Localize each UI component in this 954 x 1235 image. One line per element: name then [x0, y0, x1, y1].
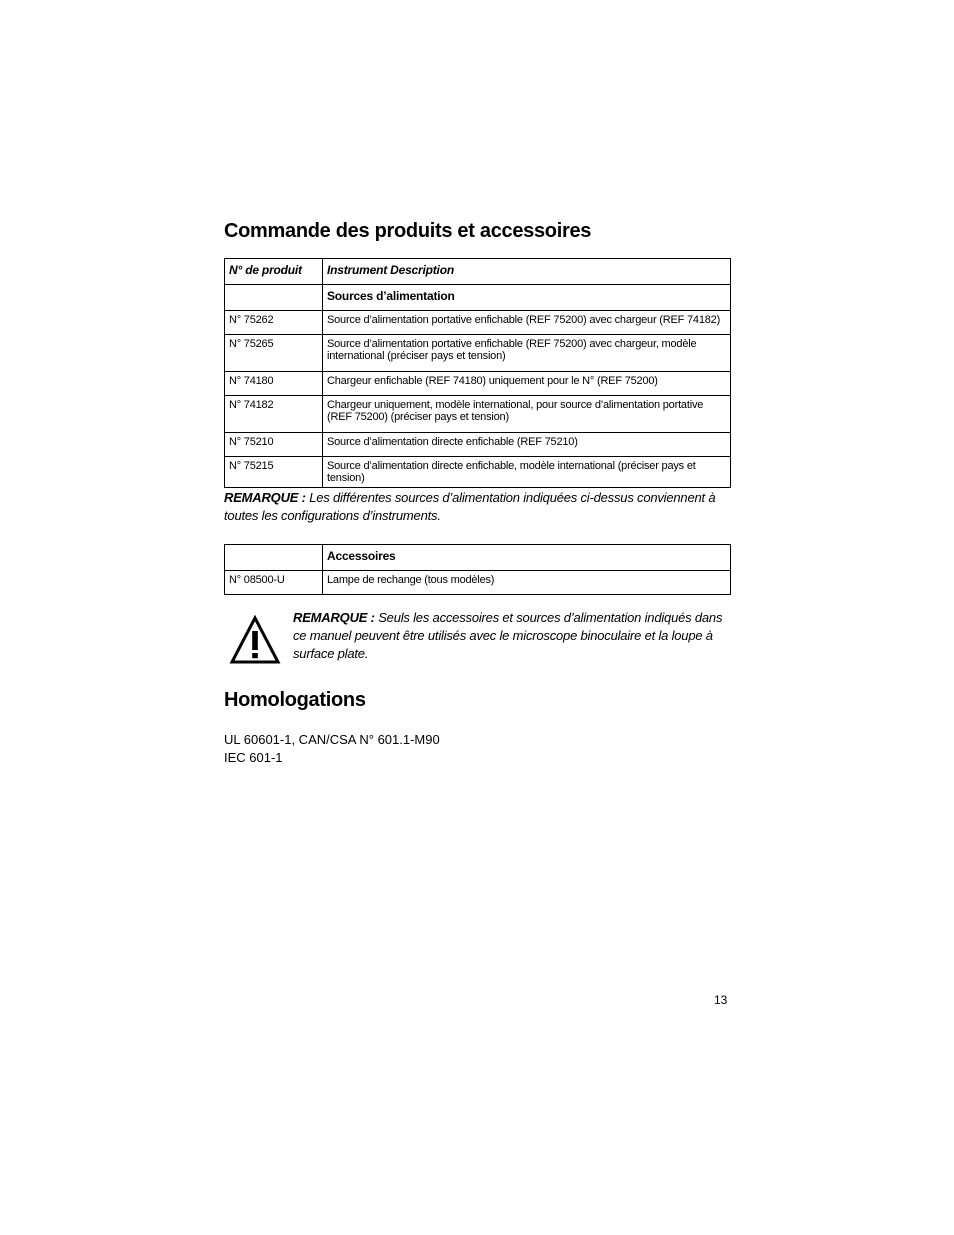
- table-row: [225, 457, 731, 488]
- product-id: N° 75215: [225, 457, 323, 488]
- column-header-description: Instrument Description: [323, 259, 731, 285]
- product-id: N° 75210: [225, 433, 323, 457]
- remark-text: Seuls les accessoires et sources d’alimentation indiqués dans ce manuel peuvent être utilisés avec le microscope binoculaire et la loupe à surface plate.: [293, 610, 723, 661]
- products-table: [224, 258, 731, 488]
- certification-line: IEC 601-1: [224, 750, 283, 765]
- product-description: Source d’alimentation portative enfichable (REF 75200) avec chargeur, modèle international (préciser pays et tension): [323, 335, 731, 372]
- homologations-title: Homologations: [224, 689, 366, 711]
- table-row: [225, 372, 731, 396]
- product-id: N° 08500-U: [225, 571, 323, 595]
- group-label-accessories: Accessoires: [323, 545, 731, 571]
- remark-power-sources: [224, 489, 730, 525]
- table-group-row: [225, 285, 731, 311]
- product-description: Source d’alimentation directe enfichable, modèle international (préciser pays et tension): [323, 457, 731, 488]
- remark-label: REMARQUE :: [224, 490, 306, 505]
- accessories-table: [224, 544, 731, 595]
- product-id: N° 74182: [225, 396, 323, 433]
- group-empty-cell: [225, 545, 323, 571]
- remark-accessories: [293, 609, 733, 663]
- product-id: N° 75262: [225, 311, 323, 335]
- product-description: Chargeur uniquement, modèle international, pour source d’alimentation portative (REF 75200) (préciser pays et tension): [323, 396, 731, 433]
- group-empty-cell: [225, 285, 323, 311]
- table-row: [225, 396, 731, 433]
- certification-line: UL 60601-1, CAN/CSA N° 601.1-M90: [224, 732, 440, 747]
- table-row: [225, 311, 731, 335]
- product-description: Chargeur enfichable (REF 74180) uniquement pour le N° (REF 75200): [323, 372, 731, 396]
- table-header-row: [225, 259, 731, 285]
- product-id: N° 74180: [225, 372, 323, 396]
- group-label-power-sources: Sources d’alimentation: [323, 285, 731, 311]
- table-group-row: [225, 545, 731, 571]
- column-header-product-number: N° de produit: [225, 259, 323, 285]
- table-row: [225, 335, 731, 372]
- table-row: [225, 433, 731, 457]
- remark-label: REMARQUE :: [293, 610, 375, 625]
- product-id: N° 75265: [225, 335, 323, 372]
- warning-triangle-icon: [229, 614, 281, 666]
- product-description: Lampe de rechange (tous modèles): [323, 571, 731, 595]
- product-description: Source d’alimentation directe enfichable (REF 75210): [323, 433, 731, 457]
- section-title: Commande des produits et accessoires: [224, 220, 592, 242]
- product-description: Source d’alimentation portative enfichable (REF 75200) avec chargeur (REF 74182): [323, 311, 731, 335]
- page-number: 13: [714, 993, 728, 1007]
- table-row: [225, 571, 731, 595]
- remark-text: Les différentes sources d’alimentation indiquées ci-dessus conviennent à toutes les configurations d’instruments.: [224, 490, 716, 523]
